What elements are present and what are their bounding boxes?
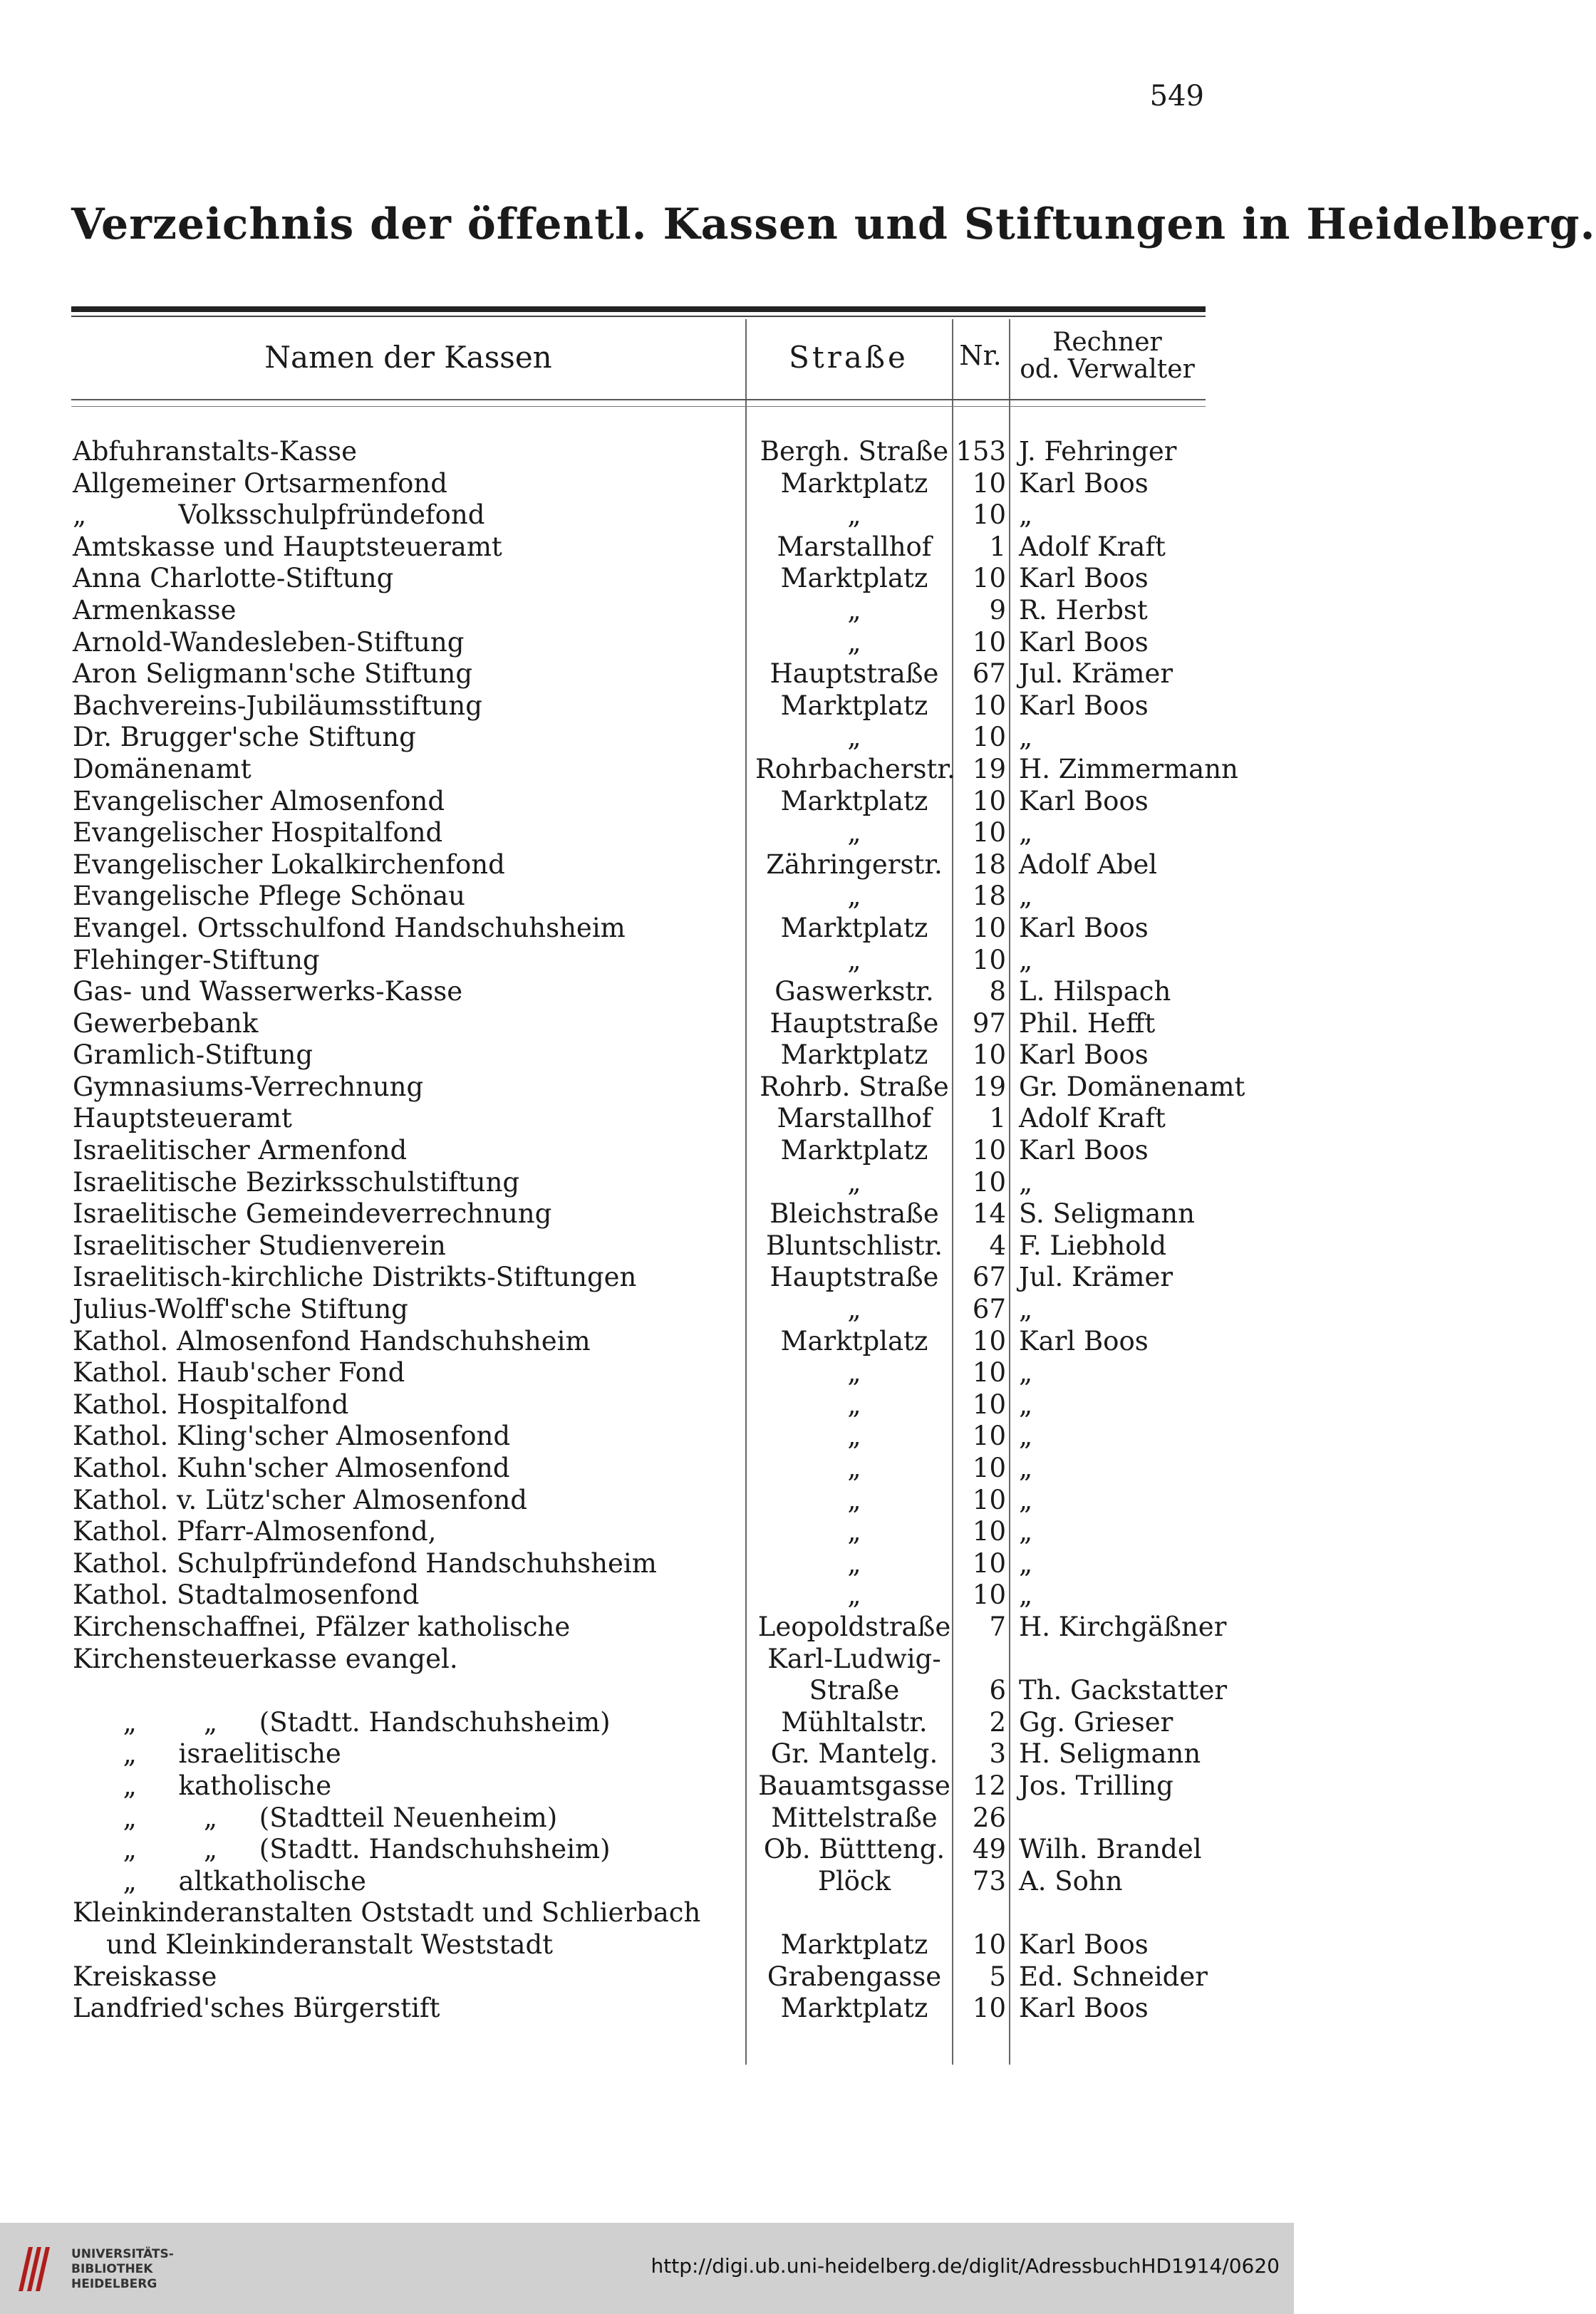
entry-number: 14 <box>972 1198 1006 1230</box>
entry-rechner: R. Herbst <box>1019 594 1148 626</box>
entry-number: 10 <box>972 1325 1006 1356</box>
entry-street: „ <box>847 1357 861 1389</box>
entry-number: 9 <box>989 594 1006 626</box>
entry-name: Evangel. Ortsschulfond Handschuhsheim <box>73 912 626 943</box>
entry-street: Marktplatz <box>780 1993 928 2024</box>
entry-street: Marstallhof <box>777 1103 932 1134</box>
entry-street: „ <box>847 722 861 753</box>
entry-street: Bauamtsgasse <box>758 1770 950 1801</box>
entry-number: 10 <box>972 1357 1006 1389</box>
entry-rechner: „ <box>1019 1389 1033 1420</box>
table-row <box>0 1770 1294 1802</box>
entry-number: 10 <box>972 785 1006 816</box>
entry-name: Evangelischer Lokalkirchenfond <box>73 849 505 880</box>
entry-street: Bergh. Straße <box>760 436 949 467</box>
entry-number: 1 <box>989 1103 1006 1134</box>
entry-rechner: „ <box>1019 1579 1033 1611</box>
entry-street: „ <box>847 1453 861 1483</box>
entry-number: 10 <box>972 1484 1006 1515</box>
table-row <box>0 1039 1294 1072</box>
table-row <box>0 499 1294 531</box>
entry-number: 10 <box>972 626 1006 658</box>
entry-rechner: Karl Boos <box>1019 690 1149 721</box>
table-row <box>0 1866 1294 1898</box>
table-row <box>0 913 1294 945</box>
entry-name: Gewerbebank <box>73 1007 259 1039</box>
entry-street: Leopoldstraße <box>757 1611 951 1642</box>
entry-street: Marktplatz <box>780 1325 928 1356</box>
entry-name: Israelitischer Studienverein <box>73 1230 446 1261</box>
entry-number: 10 <box>972 1993 1006 2024</box>
entry-rechner: L. Hilspach <box>1019 976 1171 1007</box>
entry-rechner: Karl Boos <box>1019 563 1149 594</box>
table-row <box>0 1579 1294 1612</box>
table-row <box>0 1548 1294 1580</box>
entry-street: Marktplatz <box>780 1039 928 1071</box>
table-row <box>0 1675 1294 1707</box>
entry-street: „ <box>847 1516 861 1547</box>
table-row <box>0 627 1294 659</box>
entry-name: Allgemeiner Ortsarmenfond <box>73 467 447 499</box>
entry-number: 10 <box>972 722 1006 753</box>
entry-street: „ <box>847 1484 861 1515</box>
entry-rechner: H. Kirchgäßner <box>1019 1611 1227 1642</box>
entry-number: 49 <box>972 1834 1006 1865</box>
table-row <box>0 1993 1294 2025</box>
entry-name: Israelitischer Armenfond <box>73 1135 408 1166</box>
entry-number: 10 <box>972 499 1006 531</box>
table-row <box>0 817 1294 849</box>
entry-number: 10 <box>972 1579 1006 1611</box>
entry-name: „ „ (Stadtt. Handschuhsheim) <box>73 1706 611 1738</box>
entry-street: Grabengasse <box>767 1961 942 1992</box>
entry-name: Anna Charlotte-Stiftung <box>73 563 394 594</box>
entry-rechner: Adolf Abel <box>1019 849 1158 880</box>
table-row <box>0 1389 1294 1421</box>
entry-street: Bluntschlistr. <box>766 1230 943 1261</box>
entry-number: 67 <box>972 658 1006 690</box>
table-row <box>0 1326 1294 1358</box>
table-row <box>0 1262 1294 1294</box>
entry-street: Marktplatz <box>780 1929 928 1960</box>
entry-number: 10 <box>972 1547 1006 1579</box>
table-row <box>0 436 1294 468</box>
entry-number: 1 <box>989 531 1006 562</box>
entry-number: 19 <box>972 1071 1006 1102</box>
header-rule <box>71 399 1206 400</box>
entry-street: Marktplatz <box>780 1135 928 1166</box>
entry-name: Kathol. v. Lütz'scher Almosenfond <box>73 1484 527 1515</box>
entry-name: Kathol. Kuhn'scher Almosenfond <box>73 1453 510 1483</box>
entry-street: Mittelstraße <box>771 1802 938 1833</box>
table-row <box>0 786 1294 818</box>
entry-street: „ <box>847 817 861 849</box>
entry-street: Plöck <box>817 1865 891 1897</box>
entry-rechner: „ <box>1019 1166 1033 1198</box>
entry-rechner: Phil. Hefft <box>1019 1007 1156 1039</box>
entry-name: Domänenamt <box>73 753 252 784</box>
entry-name: Amtskasse und Hauptsteueramt <box>73 531 502 562</box>
directory-table <box>0 436 1294 2025</box>
table-row <box>0 658 1294 690</box>
entry-name: Aron Seligmann'sche Stiftung <box>73 658 472 690</box>
table-row <box>0 1135 1294 1167</box>
entry-street: Marktplatz <box>780 912 928 943</box>
table-row <box>0 1294 1294 1326</box>
entry-number: 18 <box>972 881 1006 912</box>
table-row <box>0 849 1294 881</box>
entry-name: Israelitisch-kirchliche Distrikts-Stiftungen <box>73 1262 637 1293</box>
entry-street: Straße <box>809 1675 900 1706</box>
table-row <box>0 1516 1294 1548</box>
entry-street: „ <box>847 944 861 975</box>
entry-number: 10 <box>972 944 1006 975</box>
entry-rechner: „ <box>1019 944 1033 975</box>
entry-rechner: „ <box>1019 1516 1033 1547</box>
entry-name: Kathol. Almosenfond Handschuhsheim <box>73 1325 591 1356</box>
entry-name: Evangelische Pflege Schönau <box>73 881 465 912</box>
entry-street: „ <box>847 1166 861 1198</box>
entry-street: Rohrbacherstr. <box>755 753 955 784</box>
entry-rechner: Karl Boos <box>1019 1135 1149 1166</box>
entry-rechner: Gg. Grieser <box>1019 1706 1173 1738</box>
entry-rechner: A. Sohn <box>1019 1865 1123 1897</box>
entry-rechner: „ <box>1019 1294 1033 1325</box>
entry-name: Kathol. Schulpfründefond Handschuhsheim <box>73 1547 657 1579</box>
table-row <box>0 595 1294 627</box>
entry-street: „ <box>847 1294 861 1325</box>
entry-rechner: S. Seligmann <box>1019 1198 1195 1230</box>
table-row <box>0 1357 1294 1389</box>
entry-street: Gaswerkstr. <box>774 976 934 1007</box>
entry-rechner: „ <box>1019 1357 1033 1389</box>
header-name: Namen der Kassen <box>264 340 552 375</box>
entry-street: Marktplatz <box>780 690 928 721</box>
entry-number: 4 <box>989 1230 1006 1261</box>
entry-rechner: Wilh. Brandel <box>1019 1834 1202 1865</box>
table-row <box>0 1072 1294 1104</box>
entry-number: 10 <box>972 912 1006 943</box>
entry-name: Kathol. Kling'scher Almosenfond <box>73 1421 511 1452</box>
table-row <box>0 722 1294 754</box>
table-row <box>0 563 1294 595</box>
entry-number: 5 <box>989 1961 1006 1992</box>
entry-rechner: Karl Boos <box>1019 1993 1149 2024</box>
entry-street: „ <box>847 1389 861 1420</box>
entry-number: 6 <box>989 1675 1006 1706</box>
entry-number: 2 <box>989 1706 1006 1738</box>
table-row <box>0 468 1294 500</box>
entry-street: „ <box>847 626 861 658</box>
entry-street: Marktplatz <box>780 785 928 816</box>
table-row <box>0 1167 1294 1199</box>
entry-rechner: H. Zimmermann <box>1019 753 1238 784</box>
entry-name: „ „ (Stadtt. Handschuhsheim) <box>73 1834 611 1865</box>
entry-number: 10 <box>972 467 1006 499</box>
entry-name: Bachvereins-Jubiläumsstiftung <box>73 690 482 721</box>
entry-name: Julius-Wolff'sche Stiftung <box>73 1294 408 1325</box>
table-row <box>0 945 1294 977</box>
table-row <box>0 1961 1294 1993</box>
table-row <box>0 531 1294 564</box>
table-row <box>0 1453 1294 1485</box>
table-row <box>0 1421 1294 1453</box>
table-row <box>0 1612 1294 1644</box>
entry-rechner: F. Liebhold <box>1019 1230 1167 1261</box>
entry-name: Abfuhranstalts-Kasse <box>73 436 358 467</box>
entry-rechner: J. Fehringer <box>1019 436 1177 467</box>
entry-name: Landfried'sches Bürgerstift <box>73 1993 440 2024</box>
table-row <box>0 1707 1294 1739</box>
entry-name: „ „ (Stadtteil Neuenheim) <box>73 1802 558 1833</box>
entry-number: 10 <box>972 1453 1006 1483</box>
entry-number: 97 <box>972 1007 1006 1039</box>
entry-number: 26 <box>972 1802 1006 1833</box>
entry-number: 67 <box>972 1294 1006 1325</box>
entry-name: Kirchensteuerkasse evangel. <box>73 1643 458 1674</box>
entry-name: und Kleinkinderanstalt Weststadt <box>73 1929 554 1960</box>
entry-number: 10 <box>972 1929 1006 1960</box>
entry-number: 10 <box>972 690 1006 721</box>
entry-number: 73 <box>972 1865 1006 1897</box>
entry-street: Zähringerstr. <box>766 849 943 880</box>
entry-rechner: Karl Boos <box>1019 467 1149 499</box>
entry-street: „ <box>847 1547 861 1579</box>
entry-name: Kathol. Haub'scher Fond <box>73 1357 405 1389</box>
entry-rechner: „ <box>1019 499 1033 531</box>
entry-name: „ altkatholische <box>73 1865 366 1897</box>
entry-name: Israelitische Bezirksschulstiftung <box>73 1166 520 1198</box>
entry-name: Evangelischer Almosenfond <box>73 785 445 816</box>
entry-name: „ Volksschulpfründefond <box>73 499 485 531</box>
source-url-link[interactable]: http://digi.ub.uni-heidelberg.de/diglit/AdressbuchHD1914/0620 <box>651 2254 1280 2278</box>
entry-name: Gas- und Wasserwerks-Kasse <box>73 976 463 1007</box>
table-row <box>0 881 1294 913</box>
entry-number: 18 <box>972 849 1006 880</box>
entry-rechner: Karl Boos <box>1019 1039 1149 1071</box>
entry-street: „ <box>847 881 861 912</box>
entry-street: Marktplatz <box>780 563 928 594</box>
entry-rechner: H. Seligmann <box>1019 1738 1201 1770</box>
page-number: 549 <box>1149 80 1204 113</box>
entry-street: Hauptstraße <box>770 1262 939 1293</box>
entry-rechner: Ed. Schneider <box>1019 1961 1208 1992</box>
entry-name: Gramlich-Stiftung <box>73 1039 314 1071</box>
entry-rechner: „ <box>1019 1484 1033 1515</box>
entry-rechner: Jos. Trilling <box>1019 1770 1173 1801</box>
entry-street: Ob. Büttteng. <box>763 1834 945 1865</box>
header-rule-secondary <box>71 406 1206 407</box>
entry-number: 8 <box>989 976 1006 1007</box>
table-row <box>0 1897 1294 1929</box>
entry-name: Evangelischer Hospitalfond <box>73 817 443 849</box>
entry-rechner: Th. Gackstatter <box>1019 1675 1228 1706</box>
entry-street: „ <box>847 1421 861 1452</box>
table-row <box>0 1738 1294 1770</box>
entry-street: Bleichstraße <box>770 1198 939 1230</box>
table-row <box>0 1485 1294 1517</box>
entry-rechner: Gr. Domänenamt <box>1019 1071 1245 1102</box>
entry-name: Armenkasse <box>73 594 237 626</box>
entry-number: 10 <box>972 1389 1006 1420</box>
entry-street: „ <box>847 1579 861 1611</box>
entry-name: Flehinger-Stiftung <box>73 944 320 975</box>
table-row <box>0 1802 1294 1835</box>
entry-name: Kirchenschaffnei, Pfälzer katholische <box>73 1611 571 1642</box>
entry-name: Hauptsteueramt <box>73 1103 292 1134</box>
table-row <box>0 754 1294 786</box>
entry-rechner: „ <box>1019 1453 1033 1483</box>
entry-name: „ katholische <box>73 1770 332 1801</box>
entry-rechner: „ <box>1019 722 1033 753</box>
entry-name: Kleinkinderanstalten Oststadt und Schlierbach <box>73 1897 701 1929</box>
entry-street: Marktplatz <box>780 467 928 499</box>
entry-rechner: Karl Boos <box>1019 785 1149 816</box>
entry-number: 10 <box>972 563 1006 594</box>
table-row <box>0 1230 1294 1262</box>
entry-street: „ <box>847 594 861 626</box>
university-library-logo-icon <box>16 2244 56 2294</box>
entry-rechner: „ <box>1019 1547 1033 1579</box>
header-rechner-line2: od. Verwalter <box>1020 354 1195 384</box>
library-name: UNIVERSITÄTS- BIBLIOTHEK HEIDELBERG <box>71 2247 174 2291</box>
title-rule-thick <box>71 306 1206 312</box>
entry-rechner: Karl Boos <box>1019 1325 1149 1356</box>
table-row <box>0 1198 1294 1230</box>
entry-name: Kathol. Stadtalmosenfond <box>73 1579 420 1611</box>
entry-name: Gymnasiums-Verrechnung <box>73 1071 424 1102</box>
entry-number: 3 <box>989 1738 1006 1770</box>
entry-rechner: Adolf Kraft <box>1019 1103 1166 1134</box>
entry-rechner: Adolf Kraft <box>1019 531 1166 562</box>
table-row <box>0 1008 1294 1040</box>
table-row <box>0 1644 1294 1676</box>
entry-rechner: Jul. Krämer <box>1019 658 1173 690</box>
entry-number: 10 <box>972 1516 1006 1547</box>
entry-number: 10 <box>972 1135 1006 1166</box>
entry-number: 19 <box>972 753 1006 784</box>
entry-rechner: Karl Boos <box>1019 1929 1149 1960</box>
entry-street: Karl-Ludwig- <box>767 1643 941 1674</box>
entry-name: Arnold-Wandesleben-Stiftung <box>73 626 465 658</box>
entry-number: 153 <box>955 436 1006 467</box>
entry-rechner: Karl Boos <box>1019 912 1149 943</box>
table-row <box>0 690 1294 722</box>
header-nr: Nr. <box>959 340 1002 371</box>
entry-number: 7 <box>989 1611 1006 1642</box>
table-row <box>0 1834 1294 1866</box>
table-row <box>0 976 1294 1008</box>
entry-name: „ israelitische <box>73 1738 341 1770</box>
entry-name: Kathol. Hospitalfond <box>73 1389 349 1420</box>
page-title: Verzeichnis der öffentl. Kassen und Stiftungen in Heidelberg. <box>71 199 1596 249</box>
header-rechner-line1: Rechner <box>1052 328 1162 357</box>
entry-rechner: „ <box>1019 817 1033 849</box>
entry-street: Rohrb. Straße <box>760 1071 949 1102</box>
title-rule-thin <box>71 316 1206 317</box>
entry-name: Kathol. Pfarr-Almosenfond, <box>73 1516 437 1547</box>
entry-street: Mühltalstr. <box>781 1706 928 1738</box>
entry-street: Gr. Mantelg. <box>770 1738 938 1770</box>
entry-name: Kreiskasse <box>73 1961 217 1992</box>
header-street: Straße <box>789 340 908 375</box>
table-row <box>0 1929 1294 1961</box>
footer-bar <box>0 2223 1294 2314</box>
entry-rechner: „ <box>1019 881 1033 912</box>
entry-name: Israelitische Gemeindeverrechnung <box>73 1198 552 1230</box>
entry-street: Marstallhof <box>777 531 932 562</box>
entry-number: 10 <box>972 1166 1006 1198</box>
entry-number: 10 <box>972 817 1006 849</box>
entry-name: Dr. Brugger'sche Stiftung <box>73 722 416 753</box>
entry-street: „ <box>847 499 861 531</box>
header-rechner <box>1009 329 1206 383</box>
entry-street: Hauptstraße <box>770 658 939 690</box>
entry-rechner: Jul. Krämer <box>1019 1262 1173 1293</box>
entry-number: 10 <box>972 1039 1006 1071</box>
entry-number: 12 <box>972 1770 1006 1801</box>
entry-street: Hauptstraße <box>770 1007 939 1039</box>
table-row <box>0 1103 1294 1135</box>
entry-rechner: „ <box>1019 1421 1033 1452</box>
entry-rechner: Karl Boos <box>1019 626 1149 658</box>
entry-number: 67 <box>972 1262 1006 1293</box>
entry-number: 10 <box>972 1421 1006 1452</box>
